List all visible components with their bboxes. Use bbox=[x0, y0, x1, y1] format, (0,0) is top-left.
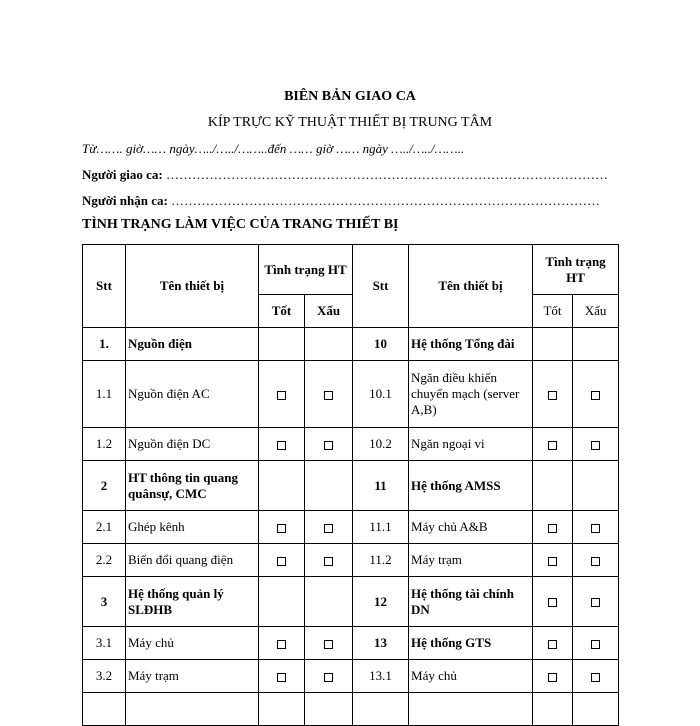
row-stt-left: 1.2 bbox=[83, 428, 126, 461]
checkbox-icon[interactable] bbox=[324, 524, 333, 533]
document-subtitle: KÍP TRỰC KỸ THUẬT THIẾT BỊ TRUNG TÂM bbox=[207, 115, 493, 130]
checkbox-icon[interactable] bbox=[591, 391, 600, 400]
bad-checkbox-right[interactable] bbox=[573, 544, 619, 577]
table-row bbox=[83, 693, 619, 726]
row-stt-left: 2.2 bbox=[83, 544, 126, 577]
row-stt-right: 11 bbox=[353, 461, 409, 511]
header-status-left: Tình trạng HT bbox=[259, 245, 353, 295]
row-device-right: Hệ thống tài chính DN bbox=[409, 577, 533, 627]
bad-checkbox-left[interactable] bbox=[305, 511, 353, 544]
row-device-left bbox=[126, 693, 259, 726]
bad-checkbox-right bbox=[573, 328, 619, 361]
checkbox-icon[interactable] bbox=[548, 557, 557, 566]
document-title: BIÊN BẢN GIAO CA bbox=[284, 89, 416, 104]
checkbox-icon[interactable] bbox=[277, 524, 286, 533]
header-good-right: Tốt bbox=[533, 295, 573, 328]
row-device-right: Hệ thống Tổng đài bbox=[409, 328, 533, 361]
checkbox-icon[interactable] bbox=[324, 640, 333, 649]
row-device-right: Máy trạm bbox=[409, 544, 533, 577]
header-device-left: Tên thiết bị bbox=[126, 245, 259, 328]
table-row bbox=[83, 361, 619, 428]
bad-checkbox-left[interactable] bbox=[305, 660, 353, 693]
header-bad-right: Xấu bbox=[573, 295, 619, 328]
receiver-person-label: Người nhận ca: bbox=[82, 193, 168, 208]
bad-checkbox-left[interactable] bbox=[305, 361, 353, 428]
receiver-person-blank: ……………………………………………………………………………………… bbox=[171, 193, 601, 208]
good-checkbox-left[interactable] bbox=[259, 511, 305, 544]
row-stt-right: 11.2 bbox=[353, 544, 409, 577]
row-device-left: Nguồn điện DC bbox=[126, 428, 259, 461]
header-good-left: Tốt bbox=[259, 295, 305, 328]
row-device-left: Nguồn điện bbox=[126, 328, 259, 361]
checkbox-icon[interactable] bbox=[548, 640, 557, 649]
good-checkbox-left bbox=[259, 328, 305, 361]
good-checkbox-right bbox=[533, 328, 573, 361]
bad-checkbox-right bbox=[573, 693, 619, 726]
section-title: TÌNH TRẠNG LÀM VIỆC CỦA TRANG THIẾT BỊ bbox=[82, 217, 399, 232]
table-row bbox=[83, 328, 619, 361]
checkbox-icon[interactable] bbox=[277, 391, 286, 400]
bad-checkbox-left[interactable] bbox=[305, 428, 353, 461]
row-stt-right: 10.1 bbox=[353, 361, 409, 428]
checkbox-icon[interactable] bbox=[277, 557, 286, 566]
row-device-right: Máy chủ A&B bbox=[409, 511, 533, 544]
table-row bbox=[83, 428, 619, 461]
good-checkbox-left[interactable] bbox=[259, 428, 305, 461]
good-checkbox-left bbox=[259, 693, 305, 726]
good-checkbox-right[interactable] bbox=[533, 428, 573, 461]
row-device-left: Máy trạm bbox=[126, 660, 259, 693]
good-checkbox-left[interactable] bbox=[259, 544, 305, 577]
checkbox-icon[interactable] bbox=[277, 673, 286, 682]
header-device-right: Tên thiết bị bbox=[409, 245, 533, 328]
row-stt-left: 1.1 bbox=[83, 361, 126, 428]
checkbox-icon[interactable] bbox=[591, 598, 600, 607]
table-header-row bbox=[83, 245, 619, 295]
table-row bbox=[83, 660, 619, 693]
bad-checkbox-right[interactable] bbox=[573, 511, 619, 544]
row-stt-right: 10 bbox=[353, 328, 409, 361]
row-stt-left: 1. bbox=[83, 328, 126, 361]
equipment-status-table bbox=[82, 244, 619, 726]
handover-person-line bbox=[82, 167, 608, 183]
row-device-left: Ghép kênh bbox=[126, 511, 259, 544]
row-device-left: Biến đổi quang điện bbox=[126, 544, 259, 577]
row-device-left: HT thông tin quang quânsự, CMC bbox=[126, 461, 259, 511]
good-checkbox-right[interactable] bbox=[533, 544, 573, 577]
row-device-right: Hệ thống AMSS bbox=[409, 461, 533, 511]
good-checkbox-left[interactable] bbox=[259, 660, 305, 693]
table-row bbox=[83, 627, 619, 660]
bad-checkbox-right[interactable] bbox=[573, 660, 619, 693]
checkbox-icon[interactable] bbox=[277, 640, 286, 649]
shift-time-line: Từ……. giờ…… ngày…../…../……..đến …… giờ …… ngày …../…../…….. bbox=[82, 141, 465, 156]
checkbox-icon[interactable] bbox=[277, 441, 286, 450]
checkbox-icon[interactable] bbox=[548, 524, 557, 533]
header-status-right: Tình trạng HT bbox=[533, 245, 619, 295]
handover-person-label: Người giao ca: bbox=[82, 167, 163, 182]
good-checkbox-left bbox=[259, 577, 305, 627]
good-checkbox-right[interactable] bbox=[533, 660, 573, 693]
table-row bbox=[83, 577, 619, 627]
checkbox-icon[interactable] bbox=[548, 598, 557, 607]
good-checkbox-left bbox=[259, 461, 305, 511]
table-row bbox=[83, 544, 619, 577]
good-checkbox-right[interactable] bbox=[533, 361, 573, 428]
good-checkbox-right bbox=[533, 461, 573, 511]
checkbox-icon[interactable] bbox=[324, 673, 333, 682]
row-device-right: Ngăn ngoại vi bbox=[409, 428, 533, 461]
row-stt-left: 3 bbox=[83, 577, 126, 627]
checkbox-icon[interactable] bbox=[591, 673, 600, 682]
row-stt-right: 11.1 bbox=[353, 511, 409, 544]
bad-checkbox-left[interactable] bbox=[305, 627, 353, 660]
bad-checkbox-left bbox=[305, 461, 353, 511]
checkbox-icon[interactable] bbox=[548, 673, 557, 682]
row-device-left: Máy chủ bbox=[126, 627, 259, 660]
good-checkbox-left[interactable] bbox=[259, 361, 305, 428]
header-bad-left: Xấu bbox=[305, 295, 353, 328]
checkbox-icon[interactable] bbox=[591, 524, 600, 533]
bad-checkbox-right bbox=[573, 461, 619, 511]
row-stt-left bbox=[83, 693, 126, 726]
row-stt-right: 10.2 bbox=[353, 428, 409, 461]
bad-checkbox-left[interactable] bbox=[305, 544, 353, 577]
row-stt-right: 13.1 bbox=[353, 660, 409, 693]
checkbox-icon[interactable] bbox=[324, 557, 333, 566]
good-checkbox-right[interactable] bbox=[533, 627, 573, 660]
row-device-right bbox=[409, 693, 533, 726]
row-stt-right: 12 bbox=[353, 577, 409, 627]
row-device-right: Hệ thống GTS bbox=[409, 627, 533, 660]
header-stt-right: Stt bbox=[353, 245, 409, 328]
bad-checkbox-left bbox=[305, 328, 353, 361]
row-device-left: Nguồn điện AC bbox=[126, 361, 259, 428]
row-stt-left: 3.1 bbox=[83, 627, 126, 660]
bad-checkbox-left bbox=[305, 577, 353, 627]
row-stt-left: 2 bbox=[83, 461, 126, 511]
row-device-right: Ngăn điều khiển chuyển mạch (server A,B) bbox=[409, 361, 533, 428]
handover-person-blank: ………………………………………………………………………………………… bbox=[165, 167, 608, 182]
row-stt-left: 2.1 bbox=[83, 511, 126, 544]
bad-checkbox-right[interactable] bbox=[573, 577, 619, 627]
checkbox-icon[interactable] bbox=[324, 391, 333, 400]
checkbox-icon[interactable] bbox=[324, 441, 333, 450]
good-checkbox-right[interactable] bbox=[533, 511, 573, 544]
row-stt-right: 13 bbox=[353, 627, 409, 660]
good-checkbox-right[interactable] bbox=[533, 577, 573, 627]
table-row bbox=[83, 461, 619, 511]
bad-checkbox-left bbox=[305, 693, 353, 726]
checkbox-icon[interactable] bbox=[548, 441, 557, 450]
row-device-right: Máy chủ bbox=[409, 660, 533, 693]
checkbox-icon[interactable] bbox=[591, 441, 600, 450]
table-row bbox=[83, 511, 619, 544]
row-device-left: Hệ thống quản lý SLĐHB bbox=[126, 577, 259, 627]
good-checkbox-left[interactable] bbox=[259, 627, 305, 660]
bad-checkbox-right[interactable] bbox=[573, 361, 619, 428]
checkbox-icon[interactable] bbox=[591, 557, 600, 566]
bad-checkbox-right[interactable] bbox=[573, 428, 619, 461]
good-checkbox-right bbox=[533, 693, 573, 726]
checkbox-icon[interactable] bbox=[591, 640, 600, 649]
bad-checkbox-right[interactable] bbox=[573, 627, 619, 660]
checkbox-icon[interactable] bbox=[548, 391, 557, 400]
row-stt-right bbox=[353, 693, 409, 726]
row-stt-left: 3.2 bbox=[83, 660, 126, 693]
receiver-person-line bbox=[82, 193, 600, 209]
header-stt-left: Stt bbox=[83, 245, 126, 328]
